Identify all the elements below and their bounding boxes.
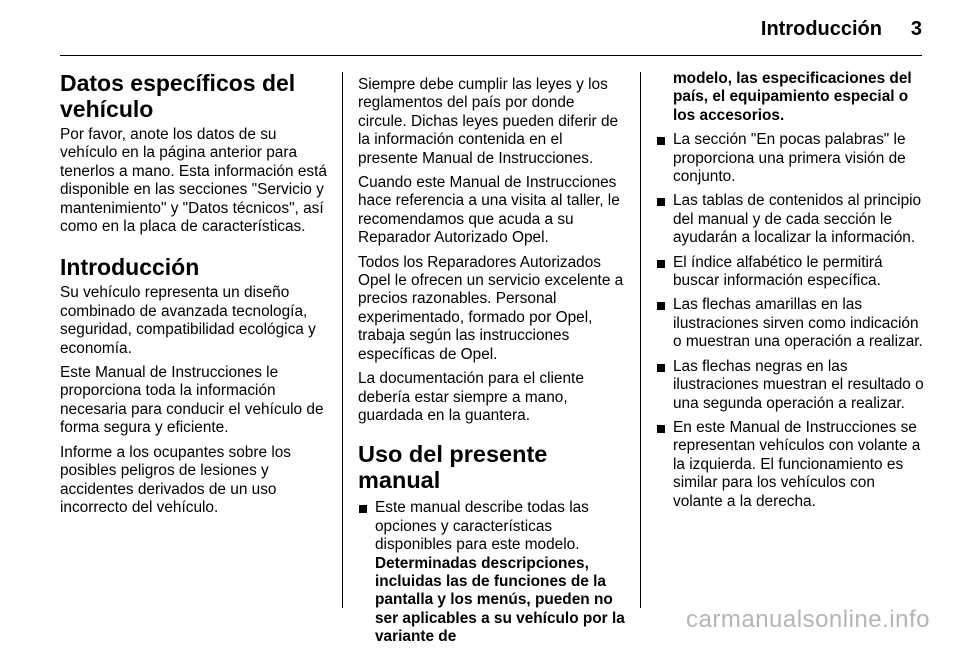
manual-use-list-continued (656, 70, 924, 511)
column-2 (358, 76, 626, 653)
list-item: Las flechas amarillas en las ilustraciones sirven como indicación o muestran una operación a realizar. (656, 296, 924, 351)
paragraph-repairers: Todos los Reparadores Autorizados Opel le ofrecen un servicio excelente a precios razonables. Personal experimentado, formado por Opel, trabaja según las instrucciones específicas de Opel. (358, 253, 624, 363)
paragraph-laws: Siempre debe cumplir las leyes y los reglamentos del país por donde circule. Dichas leyes pueden diferir de la información contenida en el presente Manual de Instrucciones. (358, 76, 619, 167)
paragraph-intro-1: Su vehículo representa un diseño combinado de avanzada tecnología, seguridad, compatibilidad ecológica y economía. (60, 284, 316, 357)
list-item (358, 499, 626, 646)
paragraph-documentation: La documentación para el cliente debería estar siempre a mano, guardada en la guantera. (358, 370, 584, 424)
list-item: Las flechas negras en las ilustraciones muestran el resultado o una segunda operación a realizar. (656, 358, 924, 413)
section-heading-introduction: Introducción (60, 254, 200, 281)
list-item: Las tablas de contenidos al principio del manual y de cada sección le ayudarán a localizar la información. (656, 192, 924, 247)
header-divider (60, 55, 922, 56)
list-item-bold-text: modelo, las especificaciones del país, el equipamiento especial o los accesorios. (673, 70, 912, 124)
column-divider-2 (640, 72, 641, 608)
paragraph-intro-2: Este Manual de Instrucciones le proporciona toda la información necesaria para conducir el vehículo de forma segura y eficiente. (60, 364, 324, 437)
manual-use-list (358, 499, 626, 646)
section-heading-manual-use: Uso del presente manual (358, 441, 548, 494)
column-3 (656, 70, 924, 517)
list-item-text: Este manual describe todas las opciones y características disponibles para este modelo. (375, 499, 589, 554)
list-item-continuation (656, 70, 924, 125)
page-header-title: Introducción (760, 18, 882, 40)
paragraph-workshop: Cuando este Manual de Instrucciones hace referencia a una visita al taller, le recomendamos que acuda a su Reparador Autorizado Opel. (358, 174, 620, 247)
section-heading-vehicle-data: Datos específicos del vehículo (60, 70, 296, 122)
list-item: En este Manual de Instrucciones se representan vehículos con volante a la izquierda. El funcionamiento es similar para los vehículos con volante a la derecha. (656, 419, 924, 511)
paragraph-vehicle-data: Por favor, anote los datos de su vehículo en la página anterior para tenerlos a mano. Esta información está disponible en las secciones "Servicio y mantenimiento" y "Datos técnicos", así como en la placa de características. (60, 126, 327, 236)
watermark-text: carmanualsonline.info (686, 606, 930, 633)
paragraph-intro-3: Informe a los ocupantes sobre los posibles peligros de lesiones y accidentes derivados de un uso incorrecto del vehículo. (60, 443, 291, 516)
column-divider-1 (342, 72, 343, 608)
list-item: La sección "En pocas palabras" le proporciona una primera visión de conjunto. (656, 131, 924, 186)
list-item: El índice alfabético le permitirá buscar información específica. (656, 254, 924, 291)
list-item-bold-text: Determinadas descripciones, incluidas las de funciones de la pantalla y los menús, pueden no ser aplicables a su vehículo por la variante de (375, 554, 625, 646)
page-number: 3 (910, 18, 922, 40)
column-1 (60, 70, 328, 523)
